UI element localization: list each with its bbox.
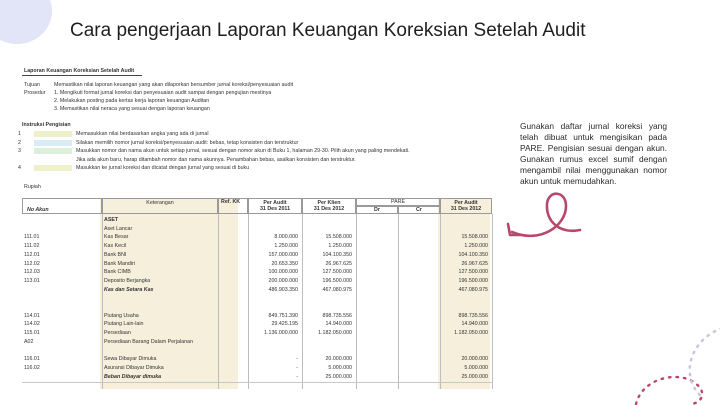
instruction-number: 3 xyxy=(18,148,21,155)
value-per-audit-2012: 1.250.000 xyxy=(464,243,488,250)
instruction-text: Masukkan ke jurnal koreksi dan dicatat dengan jurnal yang sesuai di buku xyxy=(76,165,250,172)
instruction-number: 1 xyxy=(18,131,21,137)
account-description: Bank CIMB xyxy=(104,269,131,276)
info-text: 1. Mengikuti format jurnal koreksi dan penyesuaian audit sampai dengan pengujian mestinya xyxy=(54,90,272,96)
instruction-number: 4 xyxy=(18,165,21,172)
header-no-akun: No Akun xyxy=(22,198,102,214)
account-number: A02 xyxy=(24,338,34,345)
value-per-audit-2012: 898.735.556 xyxy=(458,312,488,319)
account-number: 116.02 xyxy=(24,364,40,371)
instruction-text: Masukkan nomor dan nama akun untuk setiap jurnal, sesuai dengan nomor akun di Buku 1, halaman 29-30. Pilih akun yang paling mendekati. xyxy=(76,148,410,155)
account-number: 115.01 xyxy=(24,330,40,337)
account-number: 111.01 xyxy=(24,234,40,241)
header-cr: Cr xyxy=(398,206,440,214)
account-number: 114.01 xyxy=(24,312,40,319)
account-number: 114.02 xyxy=(24,321,40,328)
value-per-audit-2011: 849.751.390 xyxy=(268,312,298,319)
instructions-label: Instruksi Pengisian xyxy=(22,122,71,128)
value-per-audit-2012: 20.000.000 xyxy=(461,356,488,363)
slide-title: Cara pengerjaan Laporan Keuangan Koreksian Setelah Audit xyxy=(70,20,586,41)
account-description: Deposito Berjangka xyxy=(104,277,151,284)
value-per-audit-2011: - xyxy=(296,356,298,363)
info-label: Prosedur xyxy=(24,90,46,96)
value-per-audit-2011: 29.425.195 xyxy=(271,321,298,328)
info-text: 2. Melakukan posting pada kertas kerja laporan keuangan Auditan xyxy=(54,98,210,104)
value-per-audit-2011: 100.000.000 xyxy=(268,269,298,276)
value-per-klien: 1.182.050.000 xyxy=(318,330,352,337)
value-per-audit-2011: 1.250.000 xyxy=(274,243,298,250)
instruction-number: 2 xyxy=(18,139,21,146)
account-number: 116.01 xyxy=(24,356,40,363)
value-per-audit-2011: 20.653.350 xyxy=(271,260,298,267)
account-description: Persediaan xyxy=(104,330,131,337)
header-per-audit-2011: Per Audit 31 Des 2011 xyxy=(248,198,302,214)
value-per-audit-2012: 196.500.000 xyxy=(458,277,488,284)
sheet-title: Laporan Keuangan Koreksian Setelah Audit xyxy=(24,68,135,74)
value-per-klien: 127.500.000 xyxy=(322,269,352,276)
value-per-audit-2011: 486.903.350 xyxy=(268,286,298,293)
account-description: Piutang Lain-lain xyxy=(104,321,144,328)
value-per-audit-2011: 200.000.000 xyxy=(268,277,298,284)
account-number: 111.02 xyxy=(24,243,40,250)
account-description: Beban Dibayar dimuka xyxy=(104,373,162,380)
value-per-klien: 104.100.350 xyxy=(322,251,352,258)
header-keterangan: Keterangan xyxy=(102,198,218,214)
dotted-ring-icon xyxy=(690,328,720,395)
account-description: Kas Kecil xyxy=(104,243,127,250)
account-number: 113.01 xyxy=(24,277,40,284)
value-per-klien: 20.000.000 xyxy=(325,356,352,363)
value-per-audit-2012: 467.080.975 xyxy=(458,286,488,293)
header-per-audit-2012: Per Audit 31 Des 2012 xyxy=(440,198,492,214)
info-label: Tujuan xyxy=(24,82,40,88)
value-per-klien: 15.508.000 xyxy=(325,234,352,241)
value-per-klien: 5.000.000 xyxy=(328,364,352,371)
account-number: 112.02 xyxy=(24,260,40,267)
account-description: Piutang Usaha xyxy=(104,312,139,319)
value-per-audit-2011: 157.000.000 xyxy=(268,251,298,258)
value-per-klien: 1.250.000 xyxy=(328,243,352,250)
header-ref-kk: Ref. KK xyxy=(218,198,248,214)
value-per-klien: 25.000.000 xyxy=(325,373,352,380)
value-per-klien: 898.735.556 xyxy=(322,312,352,319)
value-per-klien: 467.080.975 xyxy=(322,286,352,293)
info-text: 3. Memastikan nilai neraca yang sesuai dengan laporan keuangan xyxy=(54,106,210,112)
account-description: Kas Besar xyxy=(104,234,129,241)
instruction-text: Jika ada akun baru, harap ditambah nomor dan nama akunnya. Penambahan bebas, asalkan konsisten dan terstruktur. xyxy=(76,156,356,163)
account-description: Bank BNI xyxy=(104,251,127,258)
value-per-audit-2012: 25.000.000 xyxy=(461,373,488,380)
account-description: Sewa Dibayar Dimuka xyxy=(104,356,157,363)
value-per-audit-2012: 26.967.625 xyxy=(461,260,488,267)
account-number: 112.03 xyxy=(24,269,40,276)
instruction-text: Silakan memilih nomor jurnal koreksi/penyesuaian audit: bebas, tetap konsisten dan terstruktur xyxy=(76,139,299,146)
value-per-audit-2012: 1.182.050.000 xyxy=(454,330,488,337)
value-per-audit-2011: - xyxy=(296,364,298,371)
header-dr: Dr xyxy=(356,206,398,214)
value-per-audit-2011: 1.136.000.000 xyxy=(264,330,298,337)
account-description: Aset Lancar xyxy=(104,225,133,232)
value-per-audit-2011: 8.000.000 xyxy=(274,234,298,241)
value-per-audit-2012: 104.100.350 xyxy=(458,251,488,258)
curved-arrow-icon xyxy=(508,194,580,236)
value-per-audit-2012: 5.000.000 xyxy=(464,364,488,371)
account-number: 112.01 xyxy=(24,251,40,258)
info-text: Memastikan nilai laporan keuangan yang akan dilaporkan bersumber jurnal koreksi/penyesuaian audit xyxy=(54,82,294,88)
instruction-text: Memasukkan nilai berdasarkan angka yang ada di jurnal xyxy=(76,131,209,137)
account-description: Bank Mandiri xyxy=(104,260,135,267)
value-per-audit-2012: 15.508.000 xyxy=(461,234,488,241)
account-description: Asuransi Dibayar Dimuka xyxy=(104,364,164,371)
value-per-klien: 196.500.000 xyxy=(322,277,352,284)
description-text: Gunakan daftar jurnal koreksi yang telah dibuat untuk mengisikan pada PARE. Pengisian sesuai dengan akun. Gunakan rumus excel sumif dengan mengambil nilai menggunakan nomor akun untuk memudahkan. xyxy=(520,121,667,187)
account-description: ASET xyxy=(104,217,119,223)
header-per-klien: Per Klien 31 Des 2012 xyxy=(302,198,356,214)
account-description: Kas dan Setara Kas xyxy=(104,286,154,293)
value-per-audit-2011: - xyxy=(296,373,298,380)
value-per-klien: 26.967.625 xyxy=(325,260,352,267)
value-per-audit-2012: 127.500.000 xyxy=(458,269,488,276)
value-per-klien: 14.940.000 xyxy=(325,321,352,328)
value-per-audit-2012: 14.940.000 xyxy=(461,321,488,328)
header-pare: PARE xyxy=(356,198,440,206)
account-description: Persediaan Barang Dalam Perjalanan xyxy=(104,338,193,345)
unit-label: Rupiah xyxy=(24,184,41,190)
